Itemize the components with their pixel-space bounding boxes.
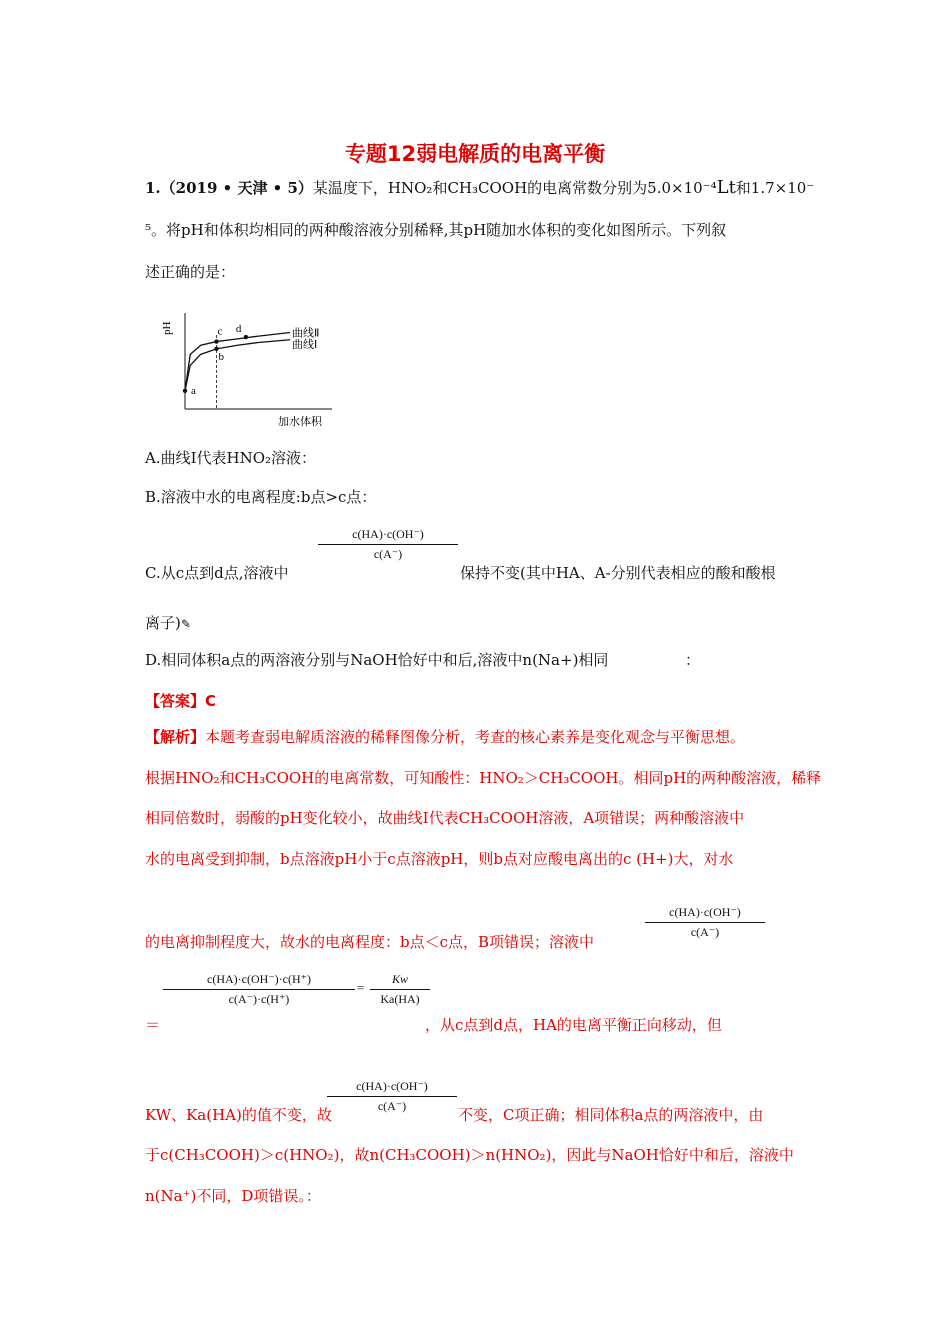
question-text: 某温度下，HNO₂和CH₃COOH的电离常数分别为5.0×10⁻⁴	[312, 179, 717, 197]
analysis-line2: 根据HNO₂和CH₃COOH的电离常数，可知酸性：HNO₂＞CH₃COOH。相同pH的两种酸溶液，稀释	[145, 769, 822, 787]
analysis-eq-sign: ＝	[145, 1016, 161, 1034]
option-a: A.曲线Ⅰ代表HNO₂溶液：	[145, 449, 317, 467]
point-a	[183, 389, 187, 393]
x-axis-label: 加水体积	[278, 415, 322, 428]
point-label-b: b	[218, 350, 224, 363]
point-label-d: d	[235, 323, 242, 336]
fraction-denominator: c(A⁻)	[377, 1099, 407, 1113]
page-title: 专题12弱电解质的电离平衡	[344, 142, 606, 166]
legend-curve-2: 曲线Ⅱ	[292, 326, 320, 340]
question-source: （2019 • 天津 • 5）	[160, 179, 313, 197]
fraction-numerator: Kw	[391, 972, 408, 986]
analysis-line5: 的电离抑制程度大，故水的电离程度：b点＜c点，B项错误；溶液中	[145, 933, 595, 951]
option-c-line2	[145, 613, 191, 634]
analysis-line4: 水的电离受到抑制，b点溶液pH小于c点溶液pH，则b点对应酸电离出的c (H+)大，对水	[145, 850, 734, 868]
question-text-end: 和1.7×10⁻	[735, 179, 815, 197]
option-c-line2-text: 离子)	[145, 614, 181, 632]
curve-series-2	[185, 340, 290, 391]
fraction-numerator: c(HA)·c(OH⁻)	[356, 1079, 428, 1093]
answer-tag: 【答案】	[145, 692, 206, 710]
option-c-suffix: 保持不变(其中HA、A-分别代表相应的酸和酸根	[460, 564, 776, 582]
point-c	[214, 339, 218, 343]
point-label-a: a	[191, 384, 196, 397]
analysis-line9: n(Na⁺)不同，D项错误。：	[145, 1187, 321, 1205]
question-number: 1.	[145, 179, 161, 197]
fraction-option-c	[318, 527, 458, 562]
fraction-analysis-1	[645, 905, 765, 940]
question-stem-line2: ⁵。将pH和体积均相同的两种酸溶液分别稀释,其pH随加水体积的变化如图所示。下列叙	[145, 221, 727, 239]
fraction-numerator: c(HA)·c(OH⁻)	[352, 527, 424, 541]
answer-line	[145, 690, 216, 711]
answer-value: C	[205, 692, 217, 710]
point-label-c: c	[217, 325, 223, 338]
analysis-line3: 相同倍数时，弱酸的pH变化较小，故曲线Ⅰ代表CH₃COOH溶液，A项错误；两种酸溶液中	[145, 809, 745, 827]
fraction-kw	[370, 972, 430, 1007]
y-axis-label: pH	[161, 321, 173, 335]
ph-dilution-chart	[160, 305, 340, 435]
question-stem-line1	[145, 178, 814, 198]
fraction-numerator: c(HA)·c(OH⁻)	[669, 905, 741, 919]
fraction-denominator: c(A⁻)·c(H⁺)	[228, 992, 290, 1006]
analysis-line8: 于c(CH₃COOH)＞c(HNO₂)，故n(CH₃COOH)＞n(HNO₂)，因此与NaOH恰好中和后，溶液中	[145, 1146, 794, 1164]
fraction-analysis-2	[327, 1079, 457, 1114]
fraction-denominator: c(A⁻)	[690, 925, 720, 939]
analysis-line7-suffix: 不变，C项正确；相同体积a点的两溶液中，由	[458, 1106, 764, 1124]
question-stem-line3: 述正确的是：	[145, 263, 236, 281]
squiggle-icon: ✎	[180, 617, 191, 631]
legend-curve-1: 曲线Ⅰ	[292, 337, 318, 351]
option-b: B.溶液中水的电离程度:b点>c点：	[145, 488, 377, 506]
stem-mark: Lt	[716, 177, 736, 198]
fraction-denominator: c(A⁻)	[373, 547, 403, 561]
analysis-tag: 【解析】	[145, 728, 206, 746]
option-d-tail: ：	[685, 651, 701, 669]
analysis-text-1: 本题考查弱电解质溶液的稀释图像分析，考查的核心素养是变化观念与平衡思想。	[205, 728, 746, 746]
point-d	[244, 335, 248, 339]
option-c-prefix: C.从c点到d点,溶液中	[145, 564, 289, 582]
analysis-line7-prefix: KW、Ka(HA)的值不变，故	[145, 1106, 332, 1124]
equals-sign: =	[357, 980, 365, 995]
fraction-big	[163, 972, 355, 1007]
analysis-line6: ，从c点到d点，HA的电离平衡正向移动，但	[425, 1016, 722, 1034]
analysis-line1	[145, 727, 745, 747]
fraction-numerator: c(HA)·c(OH⁻)·c(H⁺)	[207, 972, 311, 986]
option-d: D.相同体积a点的两溶液分别与NaOH恰好中和后,溶液中n(Na+)相同	[145, 651, 609, 669]
fraction-denominator: Ka(HA)	[380, 992, 420, 1006]
